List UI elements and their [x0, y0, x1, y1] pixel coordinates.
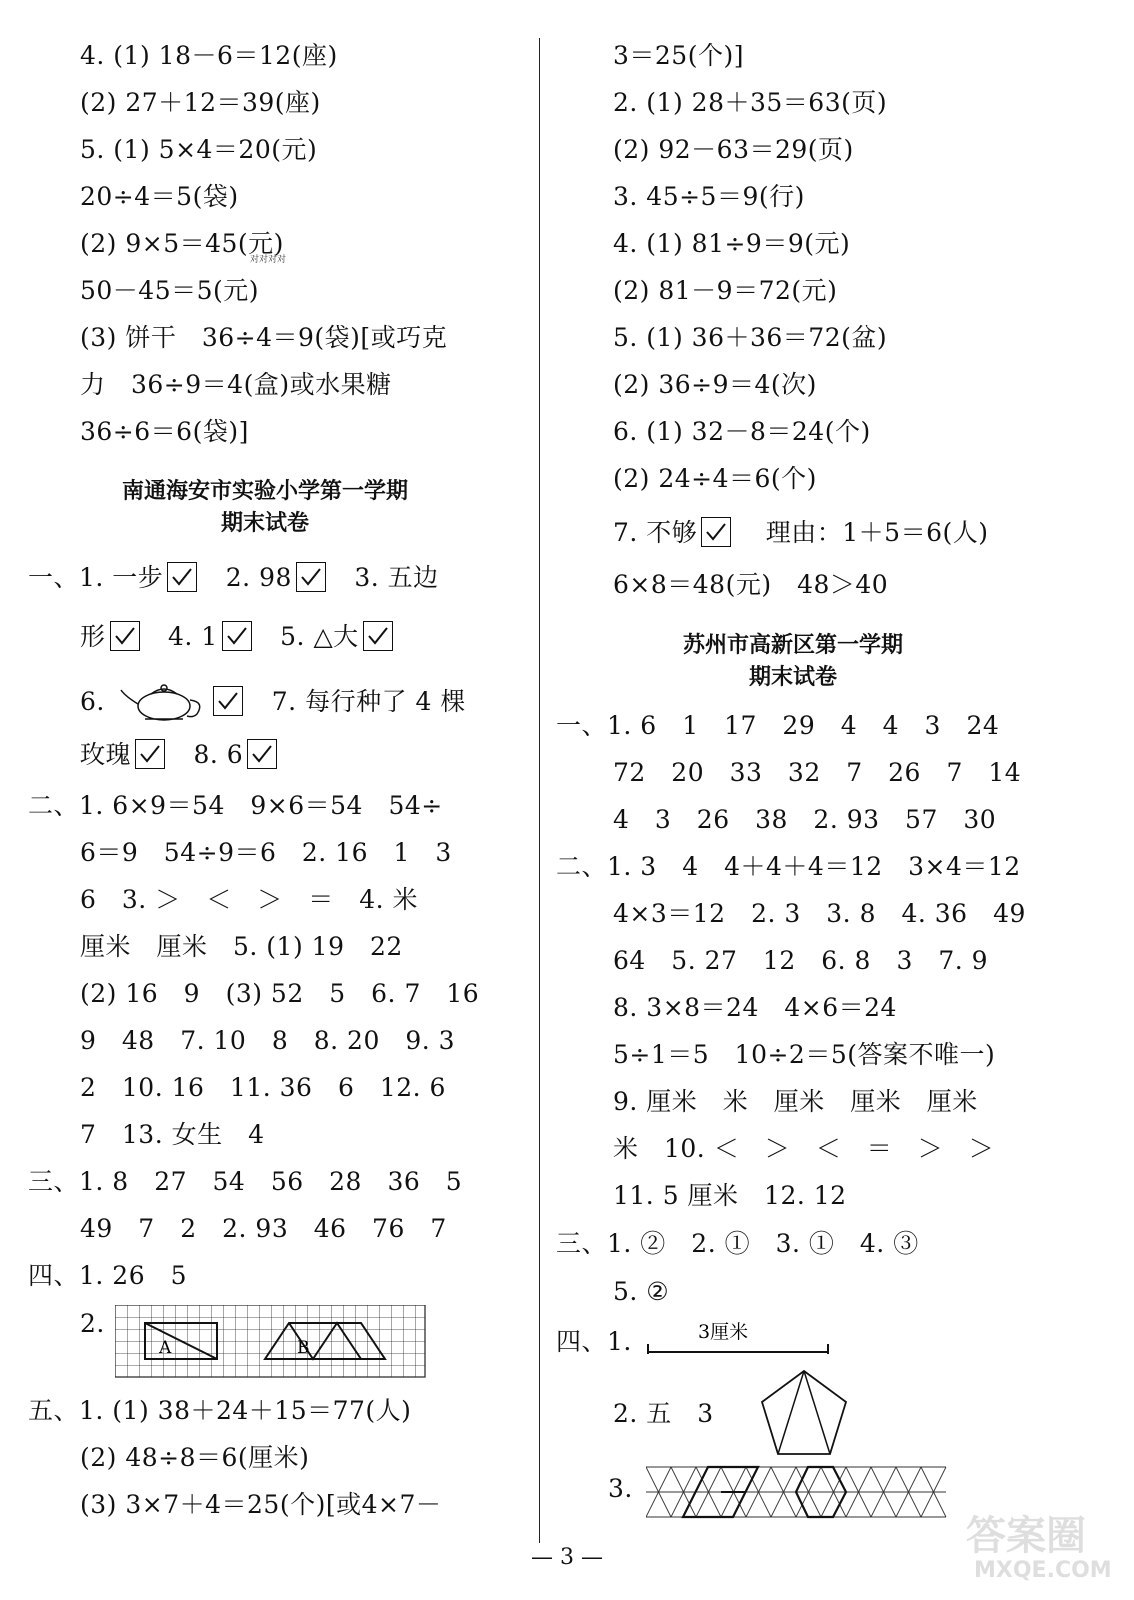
pentagon-shape	[762, 1371, 846, 1454]
checkmark-icon	[113, 624, 137, 648]
answer-text: 4. 1	[167, 622, 218, 651]
answer-line: 8. 3×8＝24 4×6＝24	[613, 993, 897, 1022]
answer-line: 6. (1) 32－8＝24(个)	[613, 417, 871, 446]
answer-text: 5. △大	[280, 622, 359, 651]
answer-line	[80, 680, 466, 724]
answer-line: (2) 36÷9＝4(次)	[613, 370, 817, 399]
answer-line: 一、1. 6 1 17 29 4 4 3 24	[556, 711, 1000, 740]
answer-line: 6＝9 54÷9＝6 2. 16 1 3	[80, 838, 452, 867]
answer-text: 8. 6	[193, 740, 244, 769]
answer-line: (2) 48÷8＝6(厘米)	[80, 1443, 310, 1472]
check-box	[135, 739, 165, 769]
answer-line: 64 5. 27 12 6. 8 3 7. 9	[613, 946, 989, 975]
answer-line: (2) 81－9＝72(元)	[613, 276, 838, 305]
answer-line: 四、1.	[556, 1327, 632, 1356]
answer-line: (3) 饼干 36÷4＝9(袋)[或巧克	[80, 323, 448, 352]
answer-line: 20÷4＝5(袋)	[80, 182, 239, 211]
answer-line: 三、1. 8 27 54 56 28 36 5	[28, 1167, 463, 1196]
answer-line	[28, 562, 439, 594]
answer-line: 厘米 厘米 5. (1) 19 22	[80, 932, 403, 961]
answer-line: 五、1. (1) 38＋24＋15＝77(人)	[28, 1396, 412, 1425]
answer-line: 9 48 7. 10 8 8. 20 9. 3	[80, 1026, 456, 1055]
label-a: A	[159, 1338, 172, 1358]
answer-line: 7 13. 女生 4	[80, 1120, 265, 1149]
answer-line: 二、1. 6×9＝54 9×6＝54 54÷	[28, 791, 443, 820]
answer-line: 3.	[608, 1474, 633, 1503]
watermark	[960, 1500, 1130, 1590]
answer-text: 3. 五边	[354, 563, 439, 592]
answer-text: 形	[80, 622, 106, 651]
answer-line: 5. ②	[613, 1277, 670, 1306]
check-box	[110, 621, 140, 651]
answer-line: 3＝25(个)]	[613, 41, 744, 70]
watermark-url: MXQE.COM	[974, 1558, 1112, 1583]
check-box	[701, 517, 731, 547]
answer-line: 2. 五 3	[613, 1399, 714, 1428]
ruler-segment-figure	[646, 1318, 836, 1360]
answer-line: 49 7 2 2. 93 46 76 7	[80, 1214, 447, 1243]
answer-line	[80, 621, 397, 653]
answer-line: 2 10. 16 11. 36 6 12. 6	[80, 1073, 446, 1102]
check-box	[167, 562, 197, 592]
watermark-logo-text: 答案圈	[966, 1513, 1086, 1559]
answer-line: 3. 45÷5＝9(行)	[613, 182, 805, 211]
pentagon-diagonal	[778, 1371, 804, 1454]
answer-line: 50－45＝5(元)	[80, 276, 260, 305]
answer-line: 6×8＝48(元) 48＞40	[613, 570, 889, 599]
answer-line: 5. (1) 36＋36＝72(盆)	[613, 323, 888, 352]
page-number: — 3 —	[531, 1545, 603, 1570]
checkmark-icon	[250, 742, 274, 766]
answer-line: (2) 27＋12＝39(座)	[80, 88, 321, 117]
checkmark-icon	[138, 742, 162, 766]
answer-line: (2) 24÷4＝6(个)	[613, 464, 817, 493]
check-box	[222, 621, 252, 651]
answer-line: 4 3 26 38 2. 93 57 30	[613, 805, 997, 834]
pentagon-diagonal	[804, 1371, 830, 1454]
pentagon-figure	[758, 1368, 850, 1458]
answer-line: 4×3＝12 2. 3 3. 8 4. 36 49	[613, 899, 1026, 928]
answer-line: 4. (1) 81÷9＝9(元)	[613, 229, 851, 258]
answer-line: 36÷6＝6(袋)]	[80, 417, 249, 446]
answer-line: (2) 9×5＝45(元)	[80, 229, 284, 258]
answer-text: 6.	[80, 687, 105, 716]
answer-text: 2. 98	[225, 563, 292, 592]
answer-line: (3) 3×7＋4＝25(个)[或4×7－	[80, 1490, 442, 1519]
answer-text: 理由：1＋5＝6(人)	[765, 518, 989, 547]
check-box	[247, 739, 277, 769]
check-box	[296, 562, 326, 592]
answer-line	[80, 739, 281, 771]
answer-line: 米 10. ＜ ＞ ＜ ＝ ＞ ＞	[613, 1134, 995, 1163]
section-title: 南通海安市实验小学第一学期	[121, 479, 408, 504]
answer-line: 2.	[80, 1309, 105, 1338]
section-subtitle: 期末试卷	[748, 665, 837, 690]
answer-line: 二、1. 3 4 4＋4＋4＝12 3×4＝12	[556, 852, 1021, 881]
section-title: 苏州市高新区第一学期	[682, 633, 903, 658]
answer-line: 三、1. ② 2. ① 3. ① 4. ③	[556, 1229, 919, 1258]
checkmark-icon	[366, 624, 390, 648]
answer-line: (2) 16 9 (3) 52 5 6. 7 16	[80, 979, 480, 1008]
checkmark-icon	[216, 689, 240, 713]
section-subtitle: 期末试卷	[220, 511, 309, 536]
checkmark-icon	[170, 565, 194, 589]
answer-line	[613, 517, 989, 549]
answer-line: 4. (1) 18－6＝12(座)	[80, 41, 338, 70]
check-box	[213, 686, 243, 716]
answer-line: 9. 厘米 米 厘米 厘米 厘米	[613, 1087, 978, 1116]
triangle-grid-figure	[646, 1465, 956, 1521]
answer-text: 7. 不够	[613, 518, 698, 547]
teapot-icon	[119, 680, 209, 724]
answer-text: 玫瑰	[80, 740, 132, 769]
grid-figure	[115, 1305, 427, 1379]
check-box	[363, 621, 393, 651]
answer-text: 7. 每行种了 4 棵	[271, 687, 466, 716]
checkmark-icon	[299, 565, 323, 589]
checkmark-icon	[225, 624, 249, 648]
answer-line: 5÷1＝5 10÷2＝5(答案不唯一)	[613, 1040, 996, 1069]
answer-line: 72 20 33 32 7 26 7 14	[613, 758, 1022, 787]
answer-line: (2) 92－63＝29(页)	[613, 135, 854, 164]
checkmark-icon	[704, 520, 728, 544]
answer-line: 四、1. 26 5	[28, 1261, 188, 1290]
stray-note: 对对对对	[250, 255, 287, 265]
answer-line: 5. (1) 5×4＝20(元)	[80, 135, 318, 164]
column-divider	[539, 38, 540, 1543]
ruler-label: 3厘米	[698, 1321, 749, 1343]
answer-line: 11. 5 厘米 12. 12	[613, 1181, 847, 1210]
label-b: B	[297, 1338, 310, 1358]
answer-line: 6 3. ＞ ＜ ＞ ＝ 4. 米	[80, 885, 419, 914]
answer-line: 力 36÷9＝4(盒)或水果糖	[80, 370, 392, 399]
answer-text: 一、1. 一步	[28, 563, 164, 592]
answer-line: 2. (1) 28＋35＝63(页)	[613, 88, 888, 117]
